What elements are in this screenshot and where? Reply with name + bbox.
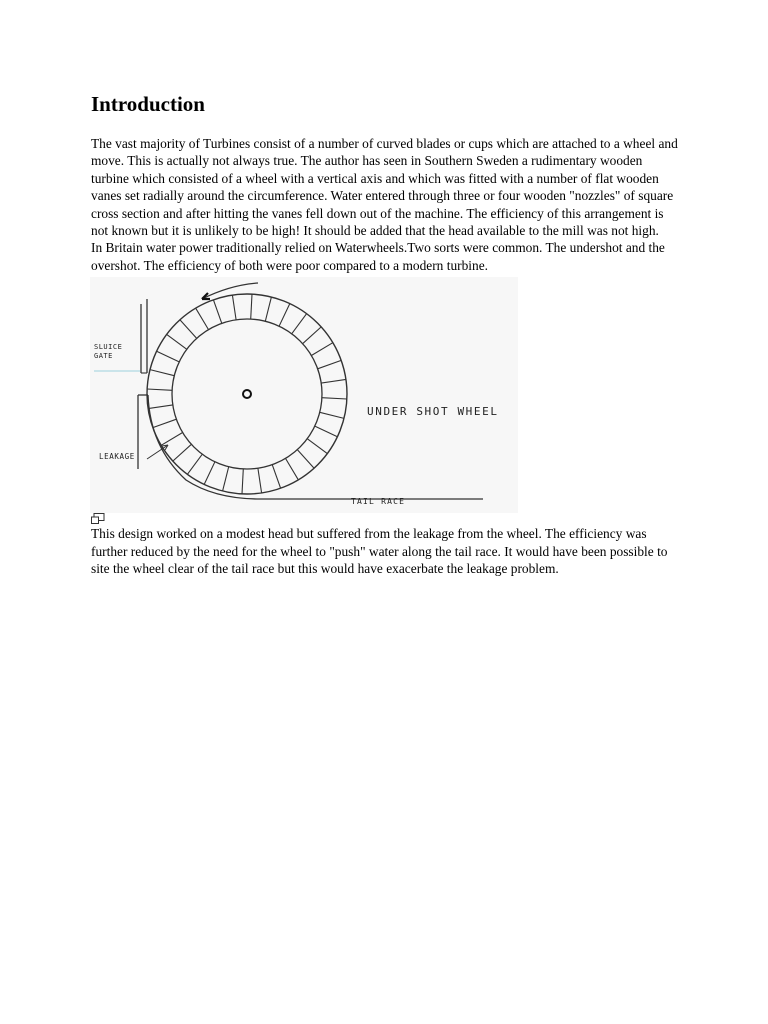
- wheel-vane: [320, 413, 344, 419]
- wheel-vane: [321, 380, 346, 384]
- wheel-vane: [204, 462, 215, 485]
- undershot-wheel-diagram: [90, 277, 518, 513]
- wheel-vane: [187, 454, 202, 474]
- wheel-vane: [161, 433, 182, 446]
- paragraph-britain: In Britain water power traditionally relied on Waterwheels.Two sorts were common. The undershot and the overshot. The efficiency of both were poor compared to a modern turbine.: [91, 240, 665, 273]
- paragraph-intro: The vast majority of Turbines consist of a number of curved blades or cups which are attached to a wheel and move. This is actually not always true. The author has seen in Southern Sweden a rudimentary wooden turbine which consisted of a wheel with a vertical axis and which was fitted with a number of flat wooden vanes set radially around the circumference. Water entered through three or four wooden "nozzles" of square cross section and after hitting the vanes fell down out of the machine. The efficiency of this arrangement is not known but it is unlikely to be high! It should be added that the head available to the mill was not high.: [91, 136, 678, 239]
- leakage-label: LEAKAGE: [99, 452, 135, 462]
- wheel-vane: [318, 361, 342, 369]
- wheel-vane: [223, 467, 229, 491]
- image-placeholder-icon[interactable]: [91, 513, 105, 524]
- wheel-vane: [279, 304, 290, 327]
- wheel-vane: [153, 419, 177, 427]
- wheel-vane: [173, 445, 192, 462]
- wheel-vane: [286, 459, 299, 480]
- page-title: Introduction: [91, 92, 205, 116]
- sluice-label-line1: SLUICE: [94, 343, 123, 352]
- undershot-wheel-label: UNDER SHOT WHEEL: [367, 405, 499, 419]
- sluice-label-line2: GATE: [94, 352, 113, 361]
- wheel-vane: [303, 327, 322, 344]
- wheel-vane: [157, 351, 180, 362]
- wheel-vane: [150, 370, 174, 376]
- wheel-vane: [180, 320, 197, 339]
- wheel-vane: [272, 465, 280, 489]
- wheel-vane: [251, 294, 252, 319]
- paragraph-design: This design worked on a modest head but suffered from the leakage from the wheel. The efficiency was further reduced by the need for the wheel to "push" water along the tail race. It would have been possible to site the wheel clear of the tail race but this would have exacerbate the leakage problem.: [91, 526, 668, 577]
- document-page: [91, 90, 681, 577]
- wheel-vane: [315, 426, 338, 437]
- wheel-vane: [148, 405, 173, 409]
- wheel-vane: [167, 335, 187, 350]
- tail-race-label: TAIL RACE: [351, 497, 406, 507]
- wheel-vane: [292, 314, 307, 334]
- wheel-inner-rim: [172, 319, 322, 469]
- wheel-vane: [258, 468, 262, 493]
- wheel-vane: [265, 297, 271, 321]
- wheel-vane: [196, 308, 209, 329]
- wheel-outer-rim: [147, 294, 347, 494]
- wheel-vane: [213, 300, 221, 324]
- wheel-drawing: [90, 277, 518, 513]
- rotation-arrow: [202, 283, 258, 299]
- wheel-vane: [232, 295, 236, 320]
- wheel-vane: [242, 469, 243, 494]
- wheel-vane: [297, 450, 314, 469]
- wheel-vane: [311, 343, 332, 356]
- wheel-hub: [243, 390, 251, 398]
- wheel-vane: [322, 398, 347, 399]
- sluice-gate-label: [94, 343, 122, 361]
- wheel-vane: [307, 439, 327, 454]
- wheel-vane: [147, 389, 172, 390]
- wheel-vanes: [147, 294, 347, 494]
